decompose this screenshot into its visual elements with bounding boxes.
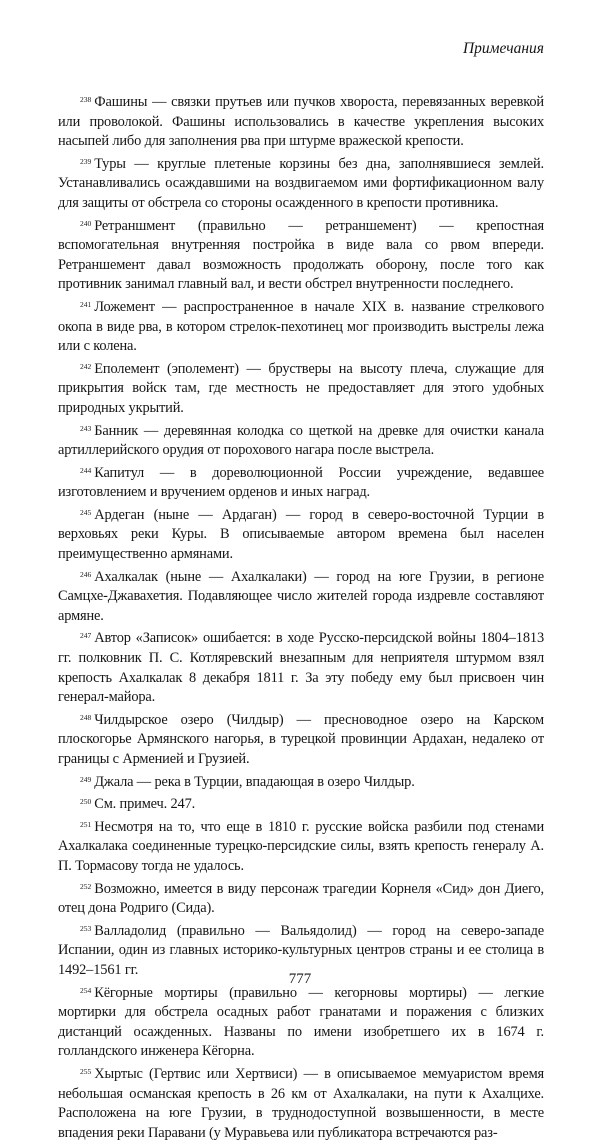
note-245: [58, 503, 544, 565]
note-number: 240: [80, 218, 92, 228]
note-text: Фашины — связки прутьев или пучков хвороста, перевязанных веревкой или проволокой. Фашины использовались в качестве укрепления высоких насыпей либо для заполнения рва при штурме вражеской крепости.: [58, 94, 544, 150]
note-text: Туры — круглые плетеные корзины без дна, заполнявшиеся землей. Устанавливались осаждавшими на воздвигаемом ими фортификационном валу для защиты от обстрела со стороны осажденного в крепости противника.: [58, 155, 544, 211]
note-238: [58, 90, 544, 152]
note-text: Ахалкалак (ныне — Ахалкалаки) — город на юге Грузии, в регионе Самцхе-Джавахетия. Подавляющее число жителей города издревле составляют армяне.: [58, 568, 544, 624]
note-text: Капитул — в дореволюционной России учреждение, ведавшее изготовлением и вручением орденов и иных наград.: [58, 464, 544, 501]
note-number: 254: [80, 985, 92, 995]
note-number: 244: [80, 465, 92, 475]
note-number: 251: [80, 819, 92, 829]
note-249: [58, 770, 544, 793]
note-250: [58, 792, 544, 815]
note-number: 239: [80, 156, 92, 166]
note-number: 241: [80, 299, 92, 309]
note-243: [58, 419, 544, 461]
page-number: 777: [288, 971, 312, 987]
note-number: 238: [80, 95, 92, 104]
note-number: 250: [80, 797, 92, 807]
note-text: Хыртыс (Гертвис или Хертвиси) — в описываемое мемуаристом время небольшая османская крепость в 26 км от Ахалкалаки, на пути к Ахалцихе. Расположена на юге Грузии, в труднодоступной возвышенности, в месте впадения реки Паравани (у Муравьева или публикатора встречаются раз-: [58, 1065, 544, 1141]
note-number: 242: [80, 361, 92, 371]
note-text: Чилдырское озеро (Чилдыр) — пресноводное озеро на Карском плоскогорье Армянского нагорья, в турецкой провинции Ардахан, недалеко от границы с Арменией и Грузией.: [58, 711, 544, 767]
note-246: [58, 565, 544, 627]
note-text: Валладолид (правильно — Вальядолид) — город на северо-западе Испании, один из главных историко-культурных центров страны и ее столица в 1492–1561 гг.: [58, 922, 544, 978]
note-248: [58, 708, 544, 770]
note-number: 255: [80, 1066, 92, 1076]
note-number: 253: [80, 923, 92, 933]
note-247: [58, 626, 544, 707]
note-text: Кёгорные мортиры (правильно — кегорновы мортиры) — легкие мортирки для обстрела осадных работ гранатами и поражения с близких дистанций осажденных. Названы по имени изобретшего их в 1674 г. голландского инженера Кёгорна.: [58, 984, 544, 1060]
note-255: [58, 1062, 544, 1143]
note-text: Автор «Записок» ошибается: в ходе Русско-персидской войны 1804–1813 гг. полковник П. С. Котляревский внезапным для неприятеля штурмом взял крепость Ахалкалак 8 декабря 1811 г. За эту победу ему был присвоен чин генерал-майора.: [58, 630, 544, 706]
note-text: Возможно, имеется в виду персонаж трагедии Корнеля «Сид» дон Диего, отец дона Родриго (Сида).: [58, 880, 544, 917]
note-text: Ретраншмент (правильно — ретраншемент) — крепостная вспомогательная внутренняя постройка в виде вала со рвом впереди. Ретраншемент давал возможность продолжать оборону, после того как противник занимал главный вал, и вести обстрел внутренности последнего.: [58, 217, 544, 293]
note-240: [58, 214, 544, 295]
note-254: [58, 981, 544, 1062]
note-251: [58, 815, 544, 877]
note-number: 252: [80, 881, 92, 891]
note-number: 247: [80, 631, 92, 641]
note-text: См. примеч. 247.: [94, 796, 196, 813]
note-244: [58, 461, 544, 503]
note-239: [58, 152, 544, 214]
note-242: [58, 357, 544, 419]
note-text: Еполемент (эполемент) — брустверы на высоту плеча, служащие для прикрытия войск там, где местность не предоставляет для этого удобных природных укрытий.: [58, 360, 544, 416]
note-text: Банник — деревянная колодка со щеткой на древке для очистки канала артиллерийского орудия от порохового нагара после выстрела.: [58, 422, 544, 459]
note-number: 248: [80, 712, 92, 722]
note-252: [58, 877, 544, 919]
note-text: Джала — река в Турции, впадающая в озеро Чилдыр.: [94, 773, 415, 790]
note-number: 245: [80, 507, 92, 517]
note-text: Несмотря на то, что еще в 1810 г. русские войска разбили под стенами Ахалкалака соединенные турецко-персидские силы, взять крепость генералу А. П. Тормасову тогда не удалось.: [58, 818, 544, 874]
note-number: 246: [80, 569, 92, 579]
note-number: 243: [80, 423, 92, 433]
note-text: Ложемент — распространенное в начале XIX в. название стрелкового окопа в виде рва, в котором стрелок-пехотинец мог производить выстрелы лежа или с колена.: [58, 298, 544, 355]
note-text: Ардеган (ныне — Ардаган) — город в северо-восточной Турции в верховьях реки Куры. В описываемые автором времена был населен преимущественно армянами.: [58, 506, 544, 563]
note-number: 249: [80, 774, 92, 784]
note-241: [58, 295, 544, 357]
running-title: Примечания: [462, 40, 544, 57]
